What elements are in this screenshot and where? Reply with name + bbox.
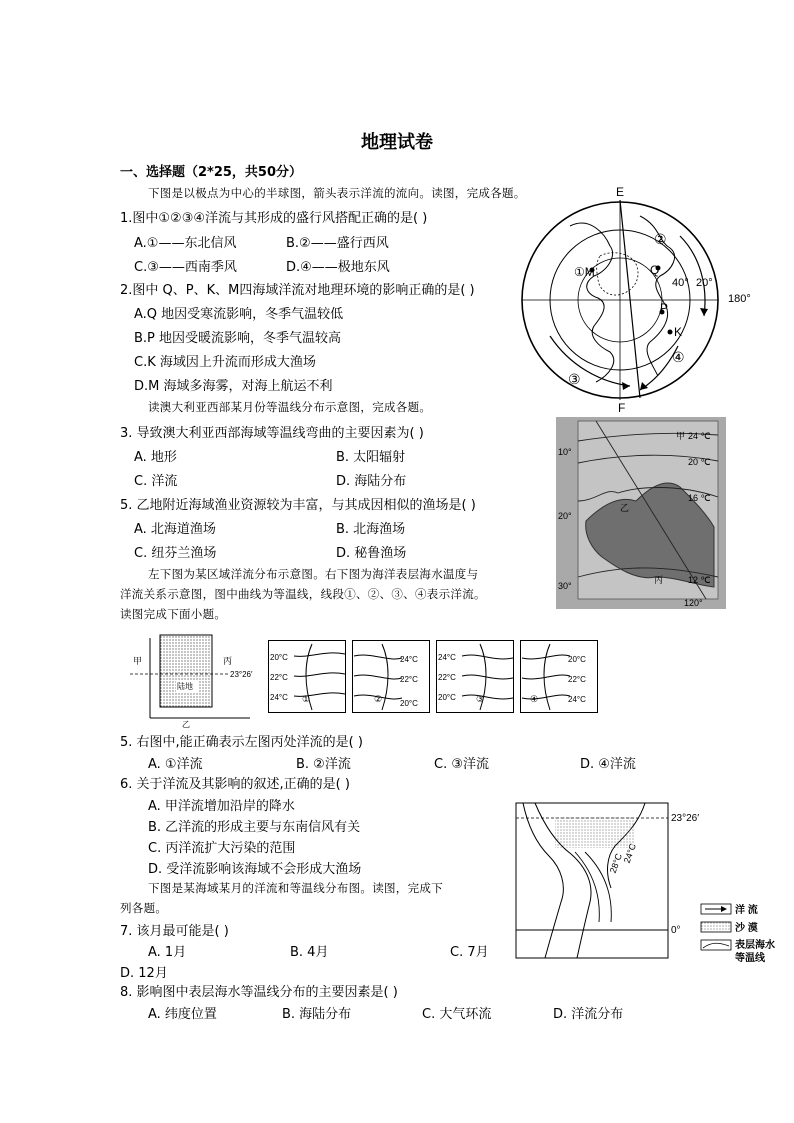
option: B.P 地因受暖流影响，冬季气温较高: [134, 331, 342, 346]
question-7: 7. 该月最可能是( ): [120, 924, 229, 939]
map-label: 24°C: [621, 842, 639, 865]
option: B. ②洋流: [296, 757, 351, 772]
map-label: 陆地: [177, 682, 193, 691]
section-heading: 一、选择题（2*25，共50分）: [120, 165, 303, 180]
map-label: 23°26′: [230, 670, 253, 679]
map-label: 10°: [558, 447, 572, 457]
isotherm-label: 24°C: [438, 653, 456, 662]
map-label: 甲: [133, 656, 143, 666]
map-label: 12 ℃: [688, 575, 711, 585]
question-6: 6. 关于洋流及其影响的叙述,正确的是( ): [120, 777, 350, 792]
intro-text: 左下图为某区域洋流分布示意图。右下图为海洋表层海水温度与: [148, 567, 479, 581]
australia-isotherm-map: [556, 417, 726, 609]
option: C. 纽芬兰渔场: [134, 546, 217, 561]
isotherm-label: 20°C: [400, 699, 418, 708]
map-label: ④: [672, 349, 685, 365]
option: B.②——盛行西风: [286, 236, 389, 251]
isotherm-label: 22°C: [270, 673, 288, 682]
intro-text: 读图完成下面小题。: [120, 607, 227, 621]
map-label: 180°: [728, 293, 751, 305]
legend-label: 沙 漠: [735, 923, 758, 934]
map-label: 23°26′: [671, 813, 700, 824]
option: A. ①洋流: [148, 757, 203, 772]
intro-text: 下图是某海域某月的洋流和等温线分布图。读图，完成下: [148, 881, 443, 895]
option: B. 乙洋流的形成主要与东南信风有关: [148, 820, 361, 835]
isotherm-label: 24°C: [270, 693, 288, 702]
option: C. 丙洋流扩大污染的范围: [148, 841, 296, 856]
map-label: 乙: [182, 720, 190, 728]
map-label: K: [674, 325, 683, 339]
option: B. 北海渔场: [336, 522, 406, 537]
intro-text: 读澳大利亚西部某月份等温线分布示意图，完成各题。: [148, 400, 432, 414]
isotherm-panel-1: [268, 640, 348, 714]
isotherm-label: 20°C: [568, 655, 586, 664]
map-label: 30°: [558, 581, 572, 591]
isotherm-label: 24°C: [568, 695, 586, 704]
isotherm-panel-4: [520, 640, 600, 714]
option: A. 北海道渔场: [134, 522, 216, 537]
map-label: 28°C: [607, 852, 625, 875]
map-label: 16 ℃: [688, 493, 711, 503]
map-label: Q: [650, 263, 660, 277]
option: A.Q 地因受寒流影响，冬季气温较低: [134, 307, 344, 322]
map-label: 乙: [620, 503, 630, 513]
legend-label: 表层海水: [735, 940, 775, 951]
question-5a: 5. 乙地附近海域渔业资源较为丰富，与其成因相似的渔场是( ): [120, 498, 476, 513]
map-label: 24 ℃: [688, 431, 711, 441]
option: C.③——西南季风: [134, 260, 237, 275]
intro-text: 洋流关系示意图，图中曲线为等温线，线段①、②、③、④表示洋流。: [120, 587, 486, 601]
isotherm-label: 22°C: [438, 673, 456, 682]
question-1: 1.图中①②③④洋流与其形成的盛行风搭配正确的是( ): [120, 211, 428, 226]
option: D. 海陆分布: [336, 474, 407, 489]
question-5b: 5. 右图中,能正确表示左图丙处洋流的是( ): [120, 735, 363, 750]
map-label: ③: [568, 371, 581, 387]
map-label: 甲: [676, 431, 686, 441]
isotherm-label: 22°C: [568, 675, 586, 684]
panel-number: ②: [374, 694, 383, 704]
map-label: P: [660, 301, 669, 315]
option: A. 甲洋流增加沿岸的降水: [148, 799, 295, 814]
polar-map: [510, 186, 760, 416]
option: D. 秘鲁渔场: [336, 546, 407, 561]
map-label: 20°: [696, 277, 713, 289]
legend-label: 等温线: [735, 953, 765, 964]
isotherm-panel-2: [352, 640, 432, 714]
question-3: 3. 导致澳大利亚西部海域等温线弯曲的主要因素为( ): [120, 426, 424, 441]
isotherm-label: 20°C: [438, 693, 456, 702]
legend-label: 洋 流: [735, 905, 758, 916]
map-label: 丙: [654, 575, 664, 585]
sea-current-map: [515, 802, 775, 964]
map-label: E: [616, 186, 625, 199]
option: B. 海陆分布: [282, 1007, 352, 1022]
intro-text: 下图是以极点为中心的半球图，箭头表示洋流的流向。读图，完成各题。: [148, 186, 526, 200]
option: A. 1月: [148, 945, 187, 960]
option: D. 受洋流影响该海域不会形成大渔场: [148, 862, 362, 877]
option: C. ③洋流: [434, 757, 489, 772]
map-label: 20 ℃: [688, 457, 711, 467]
option: A. 纬度位置: [148, 1007, 217, 1022]
option: C. 洋流: [134, 474, 178, 489]
map-label: ②: [654, 231, 667, 247]
question-2: 2.图中 Q、P、K、M四海域洋流对地理环境的影响正确的是( ): [120, 283, 475, 298]
map-label: 120°: [684, 598, 703, 608]
map-label: 丙: [223, 656, 233, 666]
isotherm-label: 22°C: [400, 675, 418, 684]
option: D. 12月: [120, 966, 168, 981]
option: D.M 海域多海雾，对海上航运不利: [134, 379, 333, 394]
option: D. 洋流分布: [553, 1007, 624, 1022]
map-label: 0°: [671, 925, 681, 936]
region-current-map: [130, 630, 260, 728]
panel-number: ④: [530, 694, 539, 704]
panel-number: ③: [476, 694, 485, 704]
panel-number: ①: [302, 694, 311, 704]
isotherm-panel-3: [436, 640, 516, 714]
isotherm-label: 20°C: [270, 653, 288, 662]
option: B. 太阳辐射: [336, 450, 406, 465]
option: C.K 海域因上升流而形成大渔场: [134, 355, 316, 370]
option: A.①——东北信风: [134, 236, 237, 251]
option: A. 地形: [134, 450, 177, 465]
option: C. 7月: [450, 945, 489, 960]
option: C. 大气环流: [422, 1007, 492, 1022]
map-label: ①M: [574, 265, 595, 279]
map-label: 40°: [672, 277, 689, 289]
map-label: 20°: [558, 511, 572, 521]
page-title: 地理试卷: [361, 132, 433, 153]
isotherm-label: 24°C: [400, 655, 418, 664]
map-label: F: [618, 401, 626, 415]
option: B. 4月: [290, 945, 329, 960]
option: D.④——极地东风: [286, 260, 390, 275]
intro-text: 列各题。: [120, 901, 168, 915]
question-8: 8. 影响图中表层海水等温线分布的主要因素是( ): [120, 985, 398, 1000]
option: D. ④洋流: [580, 757, 636, 772]
